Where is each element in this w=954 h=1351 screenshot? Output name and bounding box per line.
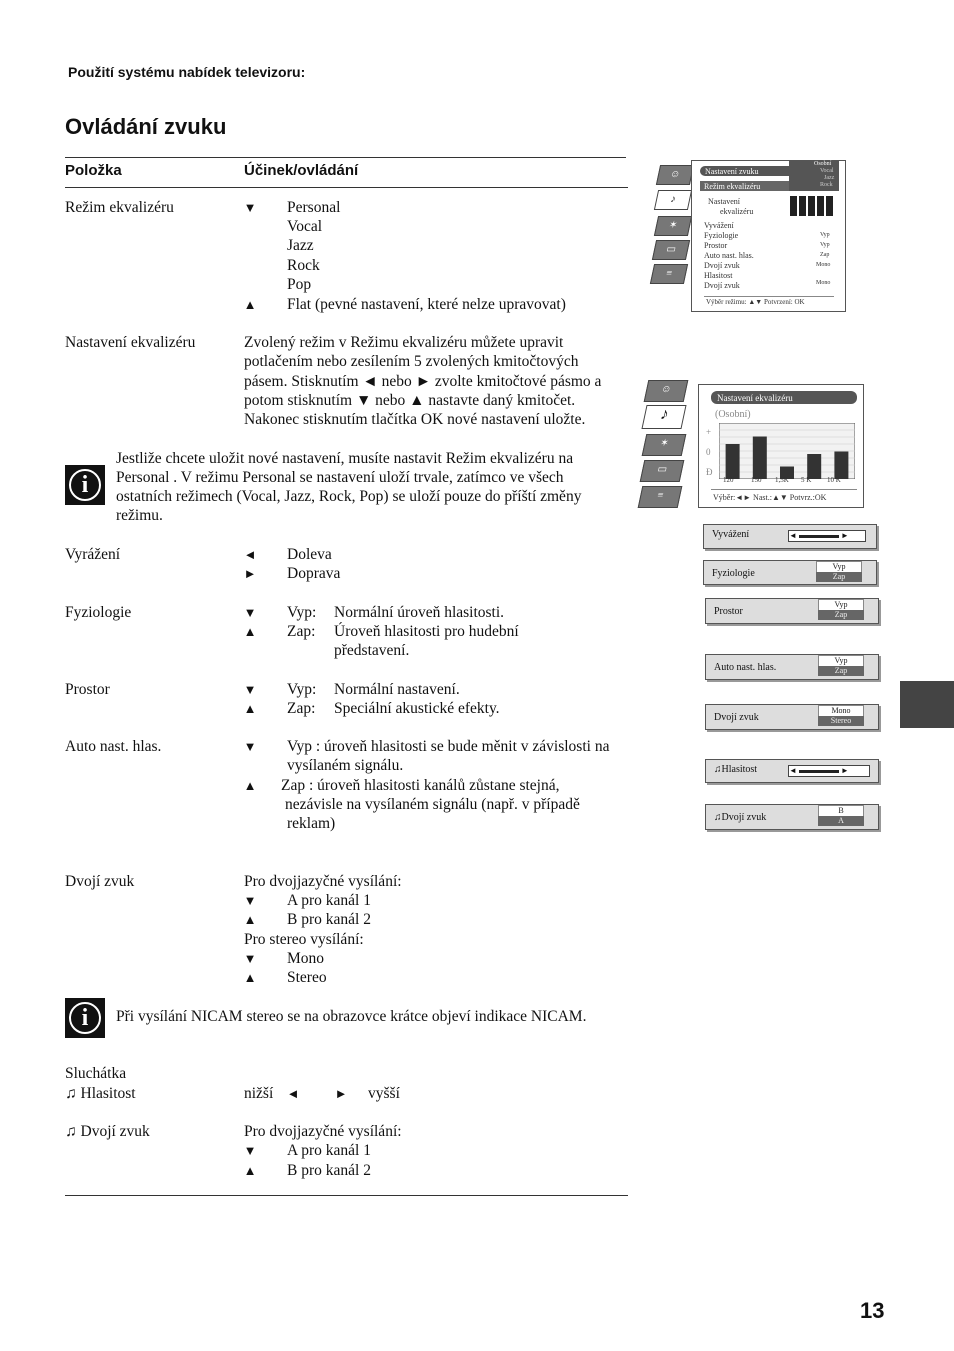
headphone-icon: ♫ (65, 1123, 77, 1140)
option-off: A (818, 816, 864, 826)
headphone-icon: ♫ (714, 764, 722, 775)
menu-item: Hlasitost (704, 271, 733, 280)
eq-band-bar (834, 452, 848, 480)
note-text: Při vysílání NICAM stereo se na obrazovce krátce objeví indikace NICAM. (116, 1008, 587, 1025)
screen-title: Nastavení zvuku (705, 167, 759, 176)
headphone-volume-label (65, 1084, 136, 1103)
option-key: Zap: (287, 623, 316, 640)
sound-menu-screen (652, 160, 846, 312)
option-key: Vyp: (287, 681, 317, 698)
avl-bar (705, 654, 879, 680)
option-on: B (818, 805, 864, 817)
label-text: Hlasitost (80, 1085, 136, 1102)
menu-item: Dvojí zvuk (704, 281, 740, 290)
value: Zap (820, 252, 830, 258)
down-arrow-icon: ▼ (243, 739, 257, 754)
balance-bar (703, 524, 877, 549)
balance-slider: ◄ ► (788, 530, 866, 542)
up-arrow-icon: ▲ (243, 778, 257, 793)
eq-setting-text: Nakonec stisknutím tlačítka OK nové nastavení uložte. (244, 411, 586, 428)
mode-option: Rock (820, 182, 833, 188)
menu-item: Vyvážení (704, 221, 734, 230)
dual-sound-bar (705, 704, 879, 730)
up-arrow-icon: ▲ (243, 701, 257, 716)
row-label-eq-setting: Nastavení ekvalizéru (65, 334, 196, 351)
equalizer-screen: ☺ ♪ ✶ ▭ ≡ Nastavení ekvalizéru (Osobní) + 0 Đ 120 150 1,5K 5 K 10 K Výběr:◄► Nast.:▲▼ Potvrz.:OK (640, 378, 874, 508)
left-arrow-icon: ◄ (286, 1086, 300, 1101)
down-arrow-icon: ▼ (243, 893, 257, 908)
mode-option: Osobní (814, 161, 832, 167)
eq-bars (719, 423, 855, 479)
bar-label: Prostor (714, 606, 743, 617)
space-bar (705, 598, 879, 624)
option-text: A pro kanál 1 (287, 892, 371, 909)
column-header-item: Položka (65, 162, 122, 179)
screen-title: Nastavení ekvalizéru (717, 393, 793, 403)
page-number: 13 (860, 1298, 885, 1323)
eq-band-bar (753, 437, 767, 480)
option-key: Vyp: (287, 604, 317, 621)
option-on: Vyp (816, 561, 862, 573)
divider (65, 157, 626, 158)
option-text: Normální úroveň hlasitosti. (334, 604, 505, 621)
eq-mode-option: Rock (287, 257, 320, 274)
option-text: B pro kanál 2 (287, 1162, 371, 1179)
list-icon: ≡ (638, 486, 683, 508)
eq-mode-option: Personal (287, 199, 341, 216)
freq-label: 120 (723, 476, 734, 484)
balance-left: Doleva (287, 546, 332, 563)
menu-item: Nastavení (708, 197, 740, 206)
left-arrow-icon: ◄ (243, 547, 257, 562)
option-off: Zap (818, 666, 864, 676)
eq-setting-text: potom stisknutím ▼ nebo ▲ nastavte daný kmitočet. (244, 392, 576, 409)
star-icon: ✶ (654, 216, 692, 236)
lower-text: nižší (244, 1085, 274, 1102)
menu-item: Auto nast. hlas. (704, 251, 754, 260)
section-tab (900, 681, 954, 728)
option-text: Stereo (287, 969, 327, 986)
option-text: vysílaném signálu. (287, 757, 404, 774)
menu-item: Dvojí zvuk (704, 261, 740, 270)
row-label-loudness: Fyziologie (65, 604, 132, 621)
divider (65, 187, 628, 188)
bar-label: ♫Dvojí zvuk (714, 812, 767, 823)
menu-item: Prostor (704, 241, 728, 250)
row-label-space: Prostor (65, 681, 110, 698)
label-text: Dvojí zvuk (80, 1123, 150, 1140)
value: Vyp (820, 232, 830, 238)
down-arrow-icon: ▼ (243, 951, 257, 966)
eq-setting-text: Zvolený režim v Režimu ekvalizéru můžete upravit (244, 334, 564, 351)
case-icon: ▭ (652, 240, 690, 260)
balance-right: Doprava (287, 565, 341, 582)
option-text: B pro kanál 2 (287, 911, 371, 928)
bar-label: Vyvážení (712, 529, 750, 540)
screen-footer: Výběr:◄► Nast.:▲▼ Potvrz.:OK (713, 493, 827, 502)
option-on: Mono (818, 705, 864, 717)
down-arrow-icon: ▼ (243, 1143, 257, 1158)
row-label-balance: Vyrážení (65, 546, 121, 563)
loudness-bar (703, 560, 877, 585)
note-text: Personal . V režimu Personal se nastavení uloží trvale, zatímco ve všech (116, 469, 564, 486)
option-off: Zap (818, 610, 864, 620)
row-label-dual: Dvojí zvuk (65, 873, 135, 890)
up-arrow-icon: ▲ (243, 1163, 257, 1178)
menu-item: ekvalizéru (720, 207, 754, 216)
eq-setting-text: potlačením nebo zesílením 5 zvolených kmitočtových (244, 353, 579, 370)
up-arrow-icon: ▲ (243, 624, 257, 639)
row-label-headphones: Sluchátka (65, 1065, 127, 1082)
menu-item: Fyziologie (704, 231, 739, 240)
option-off: Zap (816, 572, 862, 582)
eq-mode-option: Jazz (287, 237, 314, 254)
section-header: Použití systému nabídek televizoru: (68, 64, 306, 80)
option-text: Vyp : úroveň hlasitosti se bude měnit v závislosti na (287, 738, 610, 755)
note-text: režimu. (116, 507, 163, 524)
person-icon: ☺ (656, 165, 694, 185)
down-arrow-icon: ▼ (243, 200, 257, 215)
up-arrow-icon: ▲ (243, 297, 257, 312)
option-text: Normální nastavení. (334, 681, 460, 698)
bar-label: Fyziologie (712, 568, 755, 579)
option-off: Stereo (818, 716, 864, 726)
info-icon: i (65, 998, 105, 1038)
freq-label: 10 K (827, 476, 841, 484)
eq-mode-option: Flat (pevné nastavení, které nelze upravovat) (287, 296, 566, 313)
eq-band-bar (726, 444, 740, 479)
option-text: Pro dvojjazyčné vysílání: (244, 873, 402, 890)
eq-mode-option: Pop (287, 276, 312, 293)
right-arrow-icon: ► (243, 566, 257, 581)
down-arrow-icon: ▼ (243, 605, 257, 620)
up-arrow-icon: ▲ (243, 970, 257, 985)
option-key: Zap: (287, 700, 316, 717)
row-label-eq-mode: Režim ekvalizéru (65, 199, 174, 216)
bar-label: ♫Hlasitost (714, 764, 758, 775)
option-text: Mono (287, 950, 325, 967)
option-text: Pro dvojjazyčné vysílání: (244, 1123, 402, 1140)
option-text: reklam) (287, 815, 336, 832)
note-text: ostatních režimech (Vocal, Jazz, Rock, Pop) se uloží pouze do příští změny (116, 488, 582, 505)
value: Mono (816, 262, 831, 268)
note-icon: ♪ (641, 405, 686, 429)
up-arrow-icon: ▲ (243, 912, 257, 927)
option-on: Vyp (818, 599, 864, 611)
option-text: nezávisle na vysílaném signálu (např. v případě (285, 796, 580, 813)
option-text: Pro stereo vysílání: (244, 931, 364, 948)
value: Mono (816, 280, 831, 286)
freq-label: 5 K (801, 476, 812, 484)
column-header-effect: Účinek/ovládání (244, 162, 359, 179)
eq-mode-option: Vocal (287, 218, 323, 235)
headphone-dual-label (65, 1122, 150, 1141)
star-icon: ✶ (642, 434, 687, 456)
value: Vyp (820, 242, 830, 248)
down-arrow-icon: ▼ (243, 682, 257, 697)
option-text: A pro kanál 1 (287, 1142, 371, 1159)
list-icon: ≡ (650, 264, 688, 284)
freq-label: 150 (751, 476, 762, 484)
headphone-icon: ♫ (65, 1085, 77, 1102)
option-text: představení. (334, 642, 410, 659)
case-icon: ▭ (640, 460, 685, 482)
right-arrow-icon: ► (334, 1086, 348, 1101)
person-icon: ☺ (644, 380, 689, 402)
volume-slider: ◄ ► (788, 765, 870, 777)
page-title: Ovládání zvuku (65, 114, 227, 139)
headphone-icon: ♫ (714, 812, 722, 823)
eq-setting-text: pásem. Stisknutím ◄ nebo ► zvolte kmitočtové pásmo a (244, 373, 602, 390)
mode-label: (Osobní) (715, 409, 751, 420)
note-text: Jestliže chcete uložit nové nastavení, musíte nastavit Režim ekvalizéru na (116, 450, 574, 467)
option-text: Speciální akustické efekty. (334, 700, 500, 717)
info-icon: i (65, 465, 105, 505)
headphone-volume-bar (705, 759, 879, 783)
note-icon: ♪ (654, 190, 692, 210)
bar-label: Dvojí zvuk (714, 712, 759, 723)
option-text: Úroveň hlasitosti pro hudební (334, 623, 519, 640)
headphone-dual-bar (705, 804, 879, 830)
option-on: Vyp (818, 655, 864, 667)
row-label-avl: Auto nast. hlas. (65, 738, 162, 755)
freq-label: 1,5K (775, 476, 789, 484)
higher-text: vyšší (368, 1085, 400, 1102)
menu-item: Režim ekvalizéru (704, 182, 761, 191)
option-text: Zap : úroveň hlasitosti kanálů zůstane stejná, (281, 777, 560, 794)
bar-label: Auto nast. hlas. (714, 662, 777, 673)
mode-option: Jazz (824, 175, 835, 181)
divider (65, 1195, 628, 1196)
screen-footer: Výběr režimu: ▲▼ Potvrzení: OK (706, 298, 805, 306)
mode-option: Vocal (820, 168, 834, 174)
